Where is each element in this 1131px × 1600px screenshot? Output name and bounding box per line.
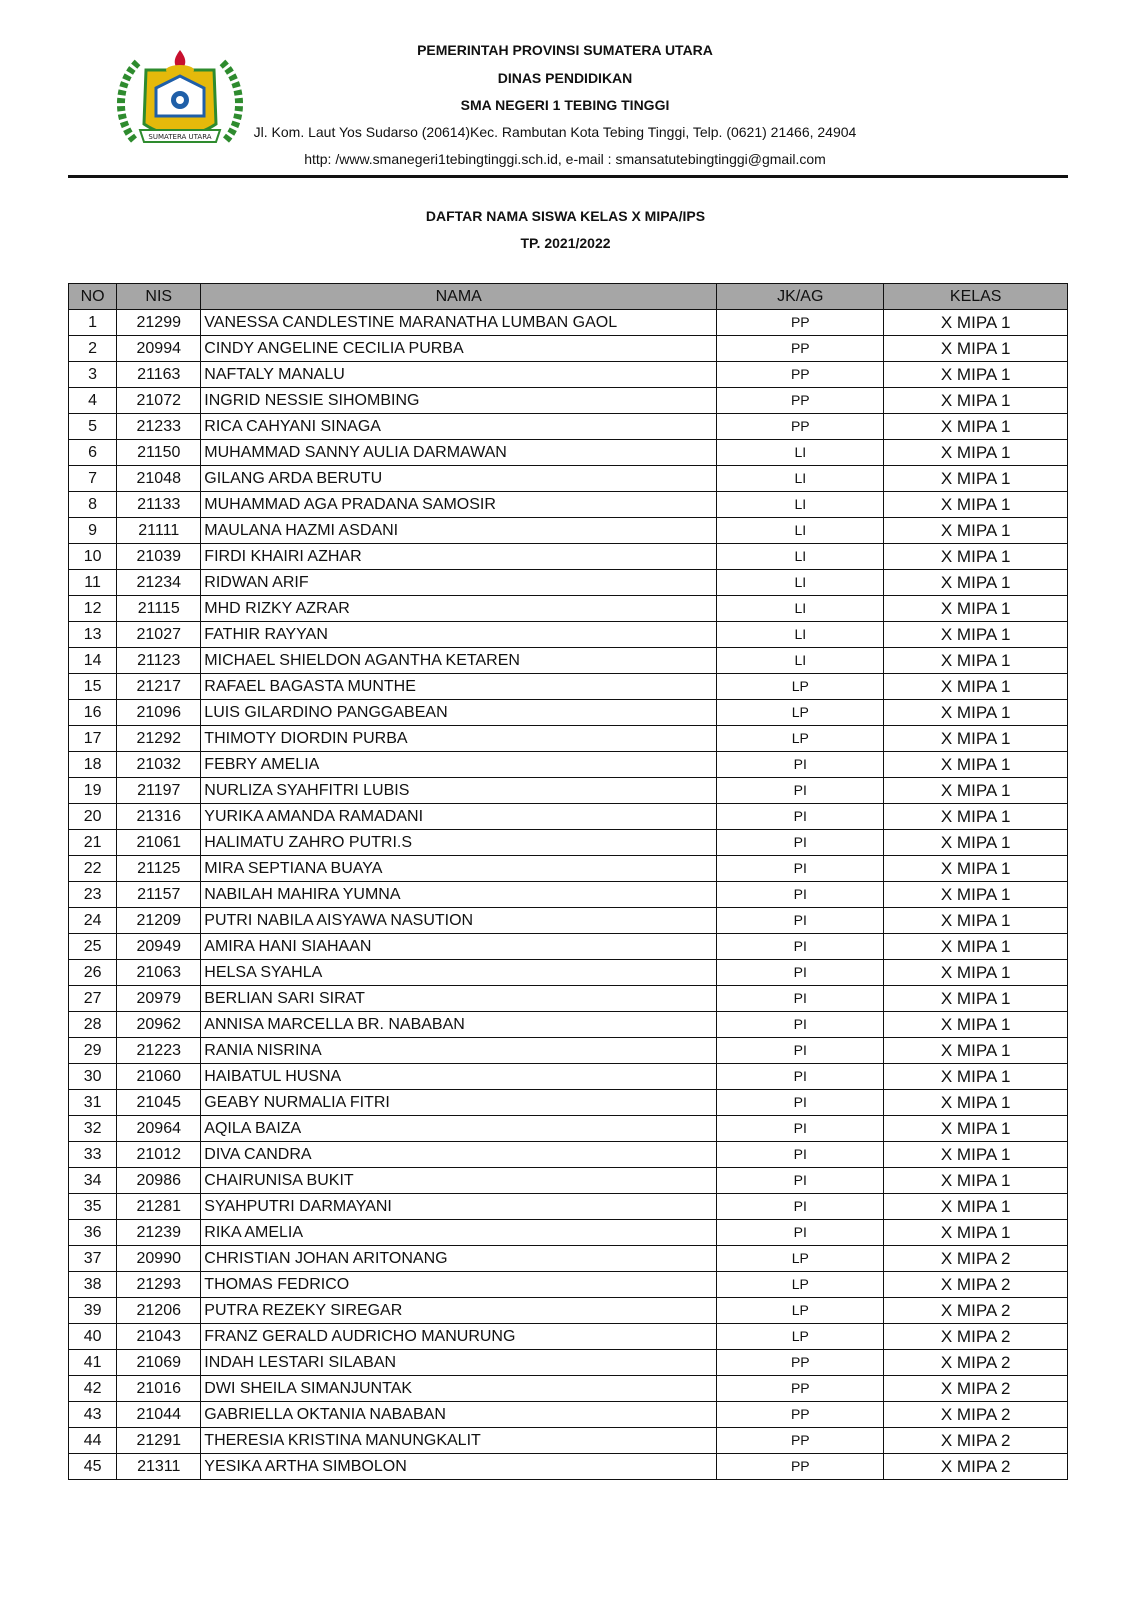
cell-nis: 21233 — [117, 414, 201, 440]
cell-no: 6 — [69, 440, 117, 466]
cell-nis: 21292 — [117, 726, 201, 752]
cell-nama: INDAH LESTARI SILABAN — [201, 1350, 717, 1376]
cell-nama: CINDY ANGELINE CECILIA PURBA — [201, 336, 717, 362]
table-row — [69, 622, 1068, 648]
table-row — [69, 1324, 1068, 1350]
cell-kelas: X MIPA 2 — [884, 1272, 1068, 1298]
cell-nama: INGRID NESSIE SIHOMBING — [201, 388, 717, 414]
table-row — [69, 570, 1068, 596]
student-roster-table — [68, 283, 1068, 1480]
cell-kelas: X MIPA 1 — [884, 960, 1068, 986]
cell-no: 5 — [69, 414, 117, 440]
cell-jk-ag: LI — [717, 596, 884, 622]
table-row — [69, 388, 1068, 414]
cell-jk-ag: LP — [717, 674, 884, 700]
cell-nis: 21032 — [117, 752, 201, 778]
cell-jk-ag: PP — [717, 414, 884, 440]
cell-kelas: X MIPA 1 — [884, 336, 1068, 362]
cell-jk-ag: PI — [717, 778, 884, 804]
cell-nama: HALIMATU ZAHRO PUTRI.S — [201, 830, 717, 856]
cell-no: 38 — [69, 1272, 117, 1298]
cell-no: 44 — [69, 1428, 117, 1454]
cell-no: 9 — [69, 518, 117, 544]
table-row — [69, 960, 1068, 986]
cell-nama: RAFAEL BAGASTA MUNTHE — [201, 674, 717, 700]
cell-nama: FATHIR RAYYAN — [201, 622, 717, 648]
table-row — [69, 1350, 1068, 1376]
cell-nis: 21069 — [117, 1350, 201, 1376]
cell-kelas: X MIPA 1 — [884, 1116, 1068, 1142]
table-row — [69, 934, 1068, 960]
cell-nis: 21281 — [117, 1194, 201, 1220]
cell-nis: 21197 — [117, 778, 201, 804]
cell-nis: 21044 — [117, 1402, 201, 1428]
cell-no: 14 — [69, 648, 117, 674]
cell-nis: 21316 — [117, 804, 201, 830]
cell-no: 35 — [69, 1194, 117, 1220]
logo-ribbon-text: SUMATERA UTARA — [148, 133, 212, 141]
cell-nis: 21157 — [117, 882, 201, 908]
cell-no: 33 — [69, 1142, 117, 1168]
cell-nis: 20986 — [117, 1168, 201, 1194]
cell-nama: DIVA CANDRA — [201, 1142, 717, 1168]
table-row — [69, 700, 1068, 726]
table-row — [69, 1142, 1068, 1168]
cell-nama: VANESSA CANDLESTINE MARANATHA LUMBAN GAOL — [201, 310, 717, 336]
cell-no: 26 — [69, 960, 117, 986]
cell-nis: 21060 — [117, 1064, 201, 1090]
cell-nis: 21125 — [117, 856, 201, 882]
provincial-emblem-icon — [112, 44, 248, 156]
cell-jk-ag: PI — [717, 908, 884, 934]
cell-kelas: X MIPA 1 — [884, 414, 1068, 440]
cell-nama: SYAHPUTRI DARMAYANI — [201, 1194, 717, 1220]
cell-nama: GEABY NURMALIA FITRI — [201, 1090, 717, 1116]
cell-nis: 21206 — [117, 1298, 201, 1324]
cell-nama: MICHAEL SHIELDON AGANTHA KETAREN — [201, 648, 717, 674]
cell-no: 13 — [69, 622, 117, 648]
cell-kelas: X MIPA 2 — [884, 1454, 1068, 1480]
cell-no: 11 — [69, 570, 117, 596]
cell-nama: PUTRA REZEKY SIREGAR — [201, 1298, 717, 1324]
cell-kelas: X MIPA 1 — [884, 1194, 1068, 1220]
table-row — [69, 830, 1068, 856]
cell-no: 32 — [69, 1116, 117, 1142]
cell-nama: THIMOTY DIORDIN PURBA — [201, 726, 717, 752]
cell-jk-ag: LI — [717, 544, 884, 570]
cell-jk-ag: LI — [717, 518, 884, 544]
cell-no: 31 — [69, 1090, 117, 1116]
cell-no: 34 — [69, 1168, 117, 1194]
table-row — [69, 1454, 1068, 1480]
cell-nama: CHAIRUNISA BUKIT — [201, 1168, 717, 1194]
cell-jk-ag: PP — [717, 1454, 884, 1480]
cell-jk-ag: LI — [717, 648, 884, 674]
cell-kelas: X MIPA 1 — [884, 752, 1068, 778]
cell-jk-ag: PI — [717, 1090, 884, 1116]
cell-no: 12 — [69, 596, 117, 622]
cell-nama: RICA CAHYANI SINAGA — [201, 414, 717, 440]
table-row — [69, 1376, 1068, 1402]
cell-nama: LUIS GILARDINO PANGGABEAN — [201, 700, 717, 726]
cell-nis: 21043 — [117, 1324, 201, 1350]
cell-nama: PUTRI NABILA AISYAWA NASUTION — [201, 908, 717, 934]
cell-kelas: X MIPA 1 — [884, 856, 1068, 882]
column-header-nis: NIS — [117, 284, 201, 310]
cell-nama: FRANZ GERALD AUDRICHO MANURUNG — [201, 1324, 717, 1350]
cell-nama: MAULANA HAZMI ASDANI — [201, 518, 717, 544]
cell-jk-ag: PI — [717, 1142, 884, 1168]
cell-jk-ag: PI — [717, 1116, 884, 1142]
cell-kelas: X MIPA 1 — [884, 544, 1068, 570]
cell-jk-ag: LI — [717, 492, 884, 518]
table-row — [69, 1246, 1068, 1272]
cell-kelas: X MIPA 1 — [884, 934, 1068, 960]
cell-nama: HELSA SYAHLA — [201, 960, 717, 986]
cell-nis: 20964 — [117, 1116, 201, 1142]
cell-no: 39 — [69, 1298, 117, 1324]
cell-jk-ag: PP — [717, 1402, 884, 1428]
cell-jk-ag: PI — [717, 1038, 884, 1064]
academic-year: TP. 2021/2022 — [520, 235, 611, 251]
table-row — [69, 1168, 1068, 1194]
cell-no: 25 — [69, 934, 117, 960]
cell-nis: 20990 — [117, 1246, 201, 1272]
cell-jk-ag: PI — [717, 856, 884, 882]
cell-no: 29 — [69, 1038, 117, 1064]
school-address: Jl. Kom. Laut Yos Sudarso (20614)Kec. Rambutan Kota Tebing Tinggi, Telp. (0621) 21466, 24904 — [253, 124, 857, 140]
table-row — [69, 466, 1068, 492]
cell-jk-ag: PI — [717, 960, 884, 986]
cell-no: 23 — [69, 882, 117, 908]
cell-kelas: X MIPA 1 — [884, 882, 1068, 908]
cell-kelas: X MIPA 1 — [884, 1064, 1068, 1090]
cell-jk-ag: PI — [717, 804, 884, 830]
cell-nis: 21072 — [117, 388, 201, 414]
cell-kelas: X MIPA 1 — [884, 1090, 1068, 1116]
cell-kelas: X MIPA 2 — [884, 1376, 1068, 1402]
cell-jk-ag: LP — [717, 1324, 884, 1350]
cell-no: 10 — [69, 544, 117, 570]
table-row — [69, 310, 1068, 336]
table-row — [69, 1038, 1068, 1064]
cell-kelas: X MIPA 1 — [884, 778, 1068, 804]
table-row — [69, 986, 1068, 1012]
government-name: PEMERINTAH PROVINSI SUMATERA UTARA — [417, 42, 713, 58]
table-row — [69, 414, 1068, 440]
cell-nama: THERESIA KRISTINA MANUNGKALIT — [201, 1428, 717, 1454]
cell-jk-ag: PI — [717, 1012, 884, 1038]
cell-nis: 21163 — [117, 362, 201, 388]
table-row — [69, 596, 1068, 622]
cell-nis: 21039 — [117, 544, 201, 570]
cell-no: 4 — [69, 388, 117, 414]
cell-kelas: X MIPA 1 — [884, 518, 1068, 544]
cell-kelas: X MIPA 2 — [884, 1350, 1068, 1376]
cell-no: 2 — [69, 336, 117, 362]
cell-nama: DWI SHEILA SIMANJUNTAK — [201, 1376, 717, 1402]
cell-kelas: X MIPA 2 — [884, 1428, 1068, 1454]
cell-no: 16 — [69, 700, 117, 726]
cell-nama: YURIKA AMANDA RAMADANI — [201, 804, 717, 830]
cell-jk-ag: LP — [717, 1246, 884, 1272]
cell-kelas: X MIPA 2 — [884, 1246, 1068, 1272]
cell-nama: YESIKA ARTHA SIMBOLON — [201, 1454, 717, 1480]
cell-jk-ag: PP — [717, 388, 884, 414]
table-row — [69, 804, 1068, 830]
cell-no: 45 — [69, 1454, 117, 1480]
cell-nis: 20962 — [117, 1012, 201, 1038]
column-header-no: NO — [69, 284, 117, 310]
table-row — [69, 492, 1068, 518]
cell-nama: RANIA NISRINA — [201, 1038, 717, 1064]
cell-nama: NAFTALY MANALU — [201, 362, 717, 388]
cell-nis: 21311 — [117, 1454, 201, 1480]
cell-jk-ag: PP — [717, 1350, 884, 1376]
cell-nama: RIKA AMELIA — [201, 1220, 717, 1246]
cell-jk-ag: LI — [717, 570, 884, 596]
table-row — [69, 518, 1068, 544]
cell-kelas: X MIPA 1 — [884, 830, 1068, 856]
cell-no: 24 — [69, 908, 117, 934]
cell-nis: 21048 — [117, 466, 201, 492]
cell-jk-ag: LI — [717, 466, 884, 492]
cell-kelas: X MIPA 1 — [884, 440, 1068, 466]
cell-no: 37 — [69, 1246, 117, 1272]
cell-nis: 21027 — [117, 622, 201, 648]
cell-jk-ag: PI — [717, 1168, 884, 1194]
cell-jk-ag: PI — [717, 882, 884, 908]
cell-nis: 21293 — [117, 1272, 201, 1298]
cell-nama: CHRISTIAN JOHAN ARITONANG — [201, 1246, 717, 1272]
cell-nama: RIDWAN ARIF — [201, 570, 717, 596]
department-name: DINAS PENDIDIKAN — [497, 70, 633, 86]
table-row — [69, 752, 1068, 778]
cell-kelas: X MIPA 1 — [884, 648, 1068, 674]
column-header-jk-ag: JK/AG — [717, 284, 884, 310]
cell-nis: 21123 — [117, 648, 201, 674]
cell-jk-ag: PP — [717, 310, 884, 336]
cell-kelas: X MIPA 1 — [884, 1142, 1068, 1168]
cell-no: 41 — [69, 1350, 117, 1376]
cell-nis: 21239 — [117, 1220, 201, 1246]
table-row — [69, 908, 1068, 934]
cell-nis: 21111 — [117, 518, 201, 544]
table-row — [69, 882, 1068, 908]
cell-kelas: X MIPA 1 — [884, 1168, 1068, 1194]
cell-no: 27 — [69, 986, 117, 1012]
cell-nama: MIRA SEPTIANA BUAYA — [201, 856, 717, 882]
letterhead-divider — [68, 175, 1068, 178]
cell-kelas: X MIPA 1 — [884, 1220, 1068, 1246]
cell-jk-ag: PI — [717, 830, 884, 856]
cell-nama: ANNISA MARCELLA BR. NABABAN — [201, 1012, 717, 1038]
cell-kelas: X MIPA 1 — [884, 622, 1068, 648]
table-row — [69, 726, 1068, 752]
table-row — [69, 1090, 1068, 1116]
cell-jk-ag: PI — [717, 1194, 884, 1220]
cell-nis: 21115 — [117, 596, 201, 622]
cell-no: 22 — [69, 856, 117, 882]
table-row — [69, 1116, 1068, 1142]
cell-kelas: X MIPA 1 — [884, 804, 1068, 830]
column-header-kelas: KELAS — [884, 284, 1068, 310]
cell-kelas: X MIPA 1 — [884, 674, 1068, 700]
cell-kelas: X MIPA 2 — [884, 1324, 1068, 1350]
cell-no: 17 — [69, 726, 117, 752]
cell-jk-ag: PI — [717, 1064, 884, 1090]
cell-nis: 21016 — [117, 1376, 201, 1402]
cell-jk-ag: PP — [717, 336, 884, 362]
cell-no: 15 — [69, 674, 117, 700]
cell-kelas: X MIPA 1 — [884, 596, 1068, 622]
table-row — [69, 362, 1068, 388]
cell-no: 28 — [69, 1012, 117, 1038]
cell-nis: 21299 — [117, 310, 201, 336]
cell-jk-ag: PP — [717, 362, 884, 388]
cell-nama: MUHAMMAD SANNY AULIA DARMAWAN — [201, 440, 717, 466]
cell-jk-ag: LI — [717, 440, 884, 466]
table-row — [69, 674, 1068, 700]
table-row — [69, 1272, 1068, 1298]
table-row — [69, 1012, 1068, 1038]
cell-nis: 20949 — [117, 934, 201, 960]
table-row — [69, 648, 1068, 674]
cell-nis: 21209 — [117, 908, 201, 934]
table-header-row — [69, 284, 1068, 310]
cell-no: 43 — [69, 1402, 117, 1428]
cell-no: 40 — [69, 1324, 117, 1350]
cell-nama: MUHAMMAD AGA PRADANA SAMOSIR — [201, 492, 717, 518]
cell-nis: 21234 — [117, 570, 201, 596]
cell-nis: 21061 — [117, 830, 201, 856]
table-row — [69, 544, 1068, 570]
cell-kelas: X MIPA 1 — [884, 388, 1068, 414]
cell-jk-ag: LP — [717, 1298, 884, 1324]
cell-nis: 21063 — [117, 960, 201, 986]
cell-nis: 21223 — [117, 1038, 201, 1064]
cell-kelas: X MIPA 1 — [884, 362, 1068, 388]
cell-nama: FIRDI KHAIRI AZHAR — [201, 544, 717, 570]
table-body — [69, 310, 1068, 1480]
cell-jk-ag: LI — [717, 622, 884, 648]
cell-nama: GILANG ARDA BERUTU — [201, 466, 717, 492]
table-row — [69, 1298, 1068, 1324]
cell-nama: GABRIELLA OKTANIA NABABAN — [201, 1402, 717, 1428]
cell-jk-ag: LP — [717, 726, 884, 752]
table-row — [69, 336, 1068, 362]
column-header-nama: NAMA — [201, 284, 717, 310]
cell-kelas: X MIPA 1 — [884, 908, 1068, 934]
table-row — [69, 1402, 1068, 1428]
cell-no: 30 — [69, 1064, 117, 1090]
cell-nis: 21217 — [117, 674, 201, 700]
cell-kelas: X MIPA 1 — [884, 986, 1068, 1012]
cell-nama: BERLIAN SARI SIRAT — [201, 986, 717, 1012]
cell-jk-ag: PI — [717, 934, 884, 960]
cell-kelas: X MIPA 1 — [884, 1038, 1068, 1064]
school-contact: http: /www.smanegeri1tebingtinggi.sch.id, e-mail : smansatutebingtinggi@gmail.com — [304, 151, 826, 167]
cell-jk-ag: LP — [717, 700, 884, 726]
cell-no: 42 — [69, 1376, 117, 1402]
cell-kelas: X MIPA 1 — [884, 700, 1068, 726]
cell-kelas: X MIPA 2 — [884, 1298, 1068, 1324]
cell-nis: 21133 — [117, 492, 201, 518]
cell-no: 36 — [69, 1220, 117, 1246]
cell-kelas: X MIPA 2 — [884, 1402, 1068, 1428]
cell-kelas: X MIPA 1 — [884, 310, 1068, 336]
cell-jk-ag: PI — [717, 1220, 884, 1246]
cell-kelas: X MIPA 1 — [884, 570, 1068, 596]
cell-jk-ag: LP — [717, 1272, 884, 1298]
cell-jk-ag: PP — [717, 1428, 884, 1454]
cell-nis: 21150 — [117, 440, 201, 466]
cell-jk-ag: PI — [717, 752, 884, 778]
cell-no: 3 — [69, 362, 117, 388]
document-title: DAFTAR NAMA SISWA KELAS X MIPA/IPS — [425, 208, 706, 224]
table-row — [69, 856, 1068, 882]
cell-nama: AMIRA HANI SIAHAAN — [201, 934, 717, 960]
cell-nis: 21045 — [117, 1090, 201, 1116]
cell-nama: FEBRY AMELIA — [201, 752, 717, 778]
cell-kelas: X MIPA 1 — [884, 726, 1068, 752]
school-name: SMA NEGERI 1 TEBING TINGGI — [460, 97, 670, 113]
cell-no: 7 — [69, 466, 117, 492]
cell-no: 1 — [69, 310, 117, 336]
cell-nis: 21096 — [117, 700, 201, 726]
cell-no: 19 — [69, 778, 117, 804]
cell-nama: THOMAS FEDRICO — [201, 1272, 717, 1298]
cell-nama: MHD RIZKY AZRAR — [201, 596, 717, 622]
cell-no: 18 — [69, 752, 117, 778]
cell-nama: NURLIZA SYAHFITRI LUBIS — [201, 778, 717, 804]
cell-nama: HAIBATUL HUSNA — [201, 1064, 717, 1090]
table-row — [69, 778, 1068, 804]
cell-kelas: X MIPA 1 — [884, 466, 1068, 492]
cell-nama: AQILA BAIZA — [201, 1116, 717, 1142]
cell-no: 21 — [69, 830, 117, 856]
cell-nis: 21291 — [117, 1428, 201, 1454]
cell-kelas: X MIPA 1 — [884, 1012, 1068, 1038]
cell-nama: NABILAH MAHIRA YUMNA — [201, 882, 717, 908]
table-row — [69, 1220, 1068, 1246]
cell-nis: 20994 — [117, 336, 201, 362]
cell-kelas: X MIPA 1 — [884, 492, 1068, 518]
cell-nis: 20979 — [117, 986, 201, 1012]
table-row — [69, 1194, 1068, 1220]
table-row — [69, 1428, 1068, 1454]
cell-no: 8 — [69, 492, 117, 518]
cell-jk-ag: PI — [717, 986, 884, 1012]
cell-nis: 21012 — [117, 1142, 201, 1168]
table-row — [69, 1064, 1068, 1090]
cell-no: 20 — [69, 804, 117, 830]
cell-jk-ag: PP — [717, 1376, 884, 1402]
table-row — [69, 440, 1068, 466]
